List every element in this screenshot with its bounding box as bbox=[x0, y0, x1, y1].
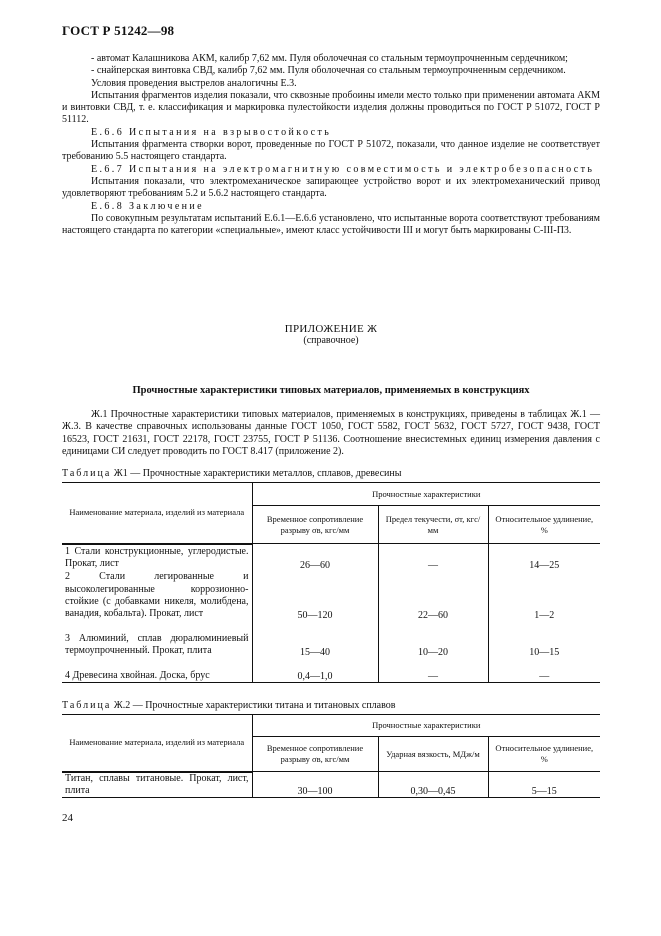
table-caption-label: Таблица bbox=[62, 700, 112, 711]
table-caption bbox=[62, 700, 396, 711]
table-cell-name: 4 Древесина хвойная. Доска, брус bbox=[62, 658, 252, 683]
paragraph: Испытания фрагмента створки ворот, проведенные по ГОСТ Р 51072, показали, что данное изделие не соответствует требованию 5.5 настоящего стандарта. bbox=[62, 139, 600, 163]
paragraph: Условия проведения выстрелов аналогичны Е.3. bbox=[91, 77, 297, 89]
table-cell-name: 2 Стали легированные и высоколегированные коррозионно-стойкие (с добавками никеля, молибдена, ванадия, кобальта). Прокат, лист bbox=[65, 571, 249, 620]
table-cell: 30—100 bbox=[252, 772, 378, 798]
table-cell: — bbox=[488, 658, 600, 683]
table-caption-label: Таблица bbox=[62, 468, 112, 479]
table-row bbox=[62, 772, 600, 798]
intro-block bbox=[62, 409, 600, 458]
table-header-name: Наименование материала, изделий из материала bbox=[62, 483, 252, 544]
document-header: ГОСТ Р 51242—98 bbox=[62, 23, 175, 38]
table-cell: 50—120 bbox=[252, 571, 378, 621]
table-cell: 10—15 bbox=[488, 621, 600, 658]
table-row bbox=[62, 658, 600, 683]
table-row bbox=[62, 544, 600, 571]
table-cell: 15—40 bbox=[252, 621, 378, 658]
paragraph: - снайперская винтовка СВД, калибр 7,62 мм. Пуля оболочечная со стальным термоупрочненным сердечником. bbox=[91, 65, 566, 77]
paragraph: По совокупным результатам испытаний Е.6.1—Е.6.6 установлено, что испытанные ворота соответствуют требованиям настоящего стандарта по категории «специальные», имеют класс устойчивости III и могут быть маркированы С-III-П3. bbox=[62, 212, 600, 237]
appendix-title: ПРИЛОЖЕНИЕ Ж bbox=[284, 323, 378, 335]
table-header-col: Временное сопротивление разрыву σв, кгс/мм bbox=[252, 506, 378, 544]
table-caption-text: Ж.2 — Прочностные характеристики титана и титановых сплавов bbox=[113, 700, 396, 711]
paragraph: Ж.1 Прочностные характеристики типовых материалов, применяемых в конструкциях, приведены в таблицах Ж.1 — Ж.3. В качестве справочных использованы данные ГОСТ 1050, ГОСТ 5582, ГОСТ 5632, ГОСТ 5727, ГОСТ 9438, ГОСТ 16523, ГОСТ 21631, ГОСТ 22178, ГОСТ 23755, ГОСТ Р 51136. Соотношение внесистемных единиц измерения давления с единицами СИ следует проводить по ГОСТ 8.417 (приложение 2). bbox=[62, 409, 600, 457]
paragraph: Испытания фрагментов изделия показали, что сквозные пробоины имели место только при применении автомата АКМ и винтовки СВД, т. е. классификация и маркировка пулестойкости изделия должны проводиться по ГОСТ Р 51072, ГОСТ Р 51112. bbox=[62, 89, 600, 126]
table-header-name: Наименование материала, изделий из материала bbox=[62, 715, 252, 772]
top-text-block bbox=[62, 53, 600, 237]
table-header-col: Относительное удлинение, % bbox=[488, 506, 600, 544]
table-caption-text: Ж1 — Прочностные характеристики металлов, сплавов, древесины bbox=[113, 468, 402, 479]
section-title: Прочностные характеристики типовых материалов, применяемых в конструкциях bbox=[132, 385, 530, 396]
table-header-col: Временное сопротивление разрыву σв, кгс/мм bbox=[252, 737, 378, 772]
table-cell: 1—2 bbox=[488, 571, 600, 621]
table-cell: — bbox=[378, 544, 488, 571]
page-number: 24 bbox=[62, 812, 73, 824]
table-titanium bbox=[62, 714, 600, 798]
table-cell: 5—15 bbox=[488, 772, 600, 798]
paragraph: Испытания показали, что электромеханическое запирающее устройство ворот и их электромеханический привод удовлетворяют требованиям 5.2 и 5.6.2 настоящего стандарта. bbox=[62, 175, 600, 200]
section-heading: Е.6.8 Заключение bbox=[91, 200, 205, 212]
table-header-col: Ударная вязкость, МДж/м bbox=[378, 737, 488, 772]
table-cell-name: 1 Стали конструкционные, углеродистые. Прокат, лист bbox=[62, 544, 252, 571]
appendix-subtitle: (справочное) bbox=[303, 335, 359, 346]
table-metals bbox=[62, 482, 600, 683]
table-cell: 14—25 bbox=[488, 544, 600, 571]
section-heading: Е.6.7 Испытания на электромагнитную совместимость и электробезопасность bbox=[91, 163, 595, 175]
table-row bbox=[62, 621, 600, 658]
paragraph: - автомат Калашникова АКМ, калибр 7,62 мм. Пуля оболочечная со стальным термоупрочненным сердечником; bbox=[91, 53, 568, 64]
table-row bbox=[62, 571, 600, 621]
table-header-col: Относительное удлинение, % bbox=[488, 737, 600, 772]
section-heading: Е.6.6 Испытания на взрывостойкость bbox=[91, 126, 332, 138]
table-header-group: Прочностные характеристики bbox=[252, 483, 600, 506]
table-cell: 10—20 bbox=[378, 621, 488, 658]
table-cell: 0,4—1,0 bbox=[252, 658, 378, 683]
table-cell: 22—60 bbox=[378, 571, 488, 621]
table-cell-name: Титан, сплавы титановые. Прокат, лист, плита bbox=[62, 772, 252, 798]
table-caption bbox=[62, 468, 401, 479]
table-cell: — bbox=[378, 658, 488, 683]
table-cell: 26—60 bbox=[252, 544, 378, 571]
table-header-group: Прочностные характеристики bbox=[252, 715, 600, 737]
table-header-col: Предел текучести, σт, кгс/мм bbox=[378, 506, 488, 544]
table-cell-name: 3 Алюминий, сплав дюралюминиевый термоупрочненный. Прокат, плита bbox=[65, 632, 249, 657]
table-cell: 0,30—0,45 bbox=[378, 772, 488, 798]
